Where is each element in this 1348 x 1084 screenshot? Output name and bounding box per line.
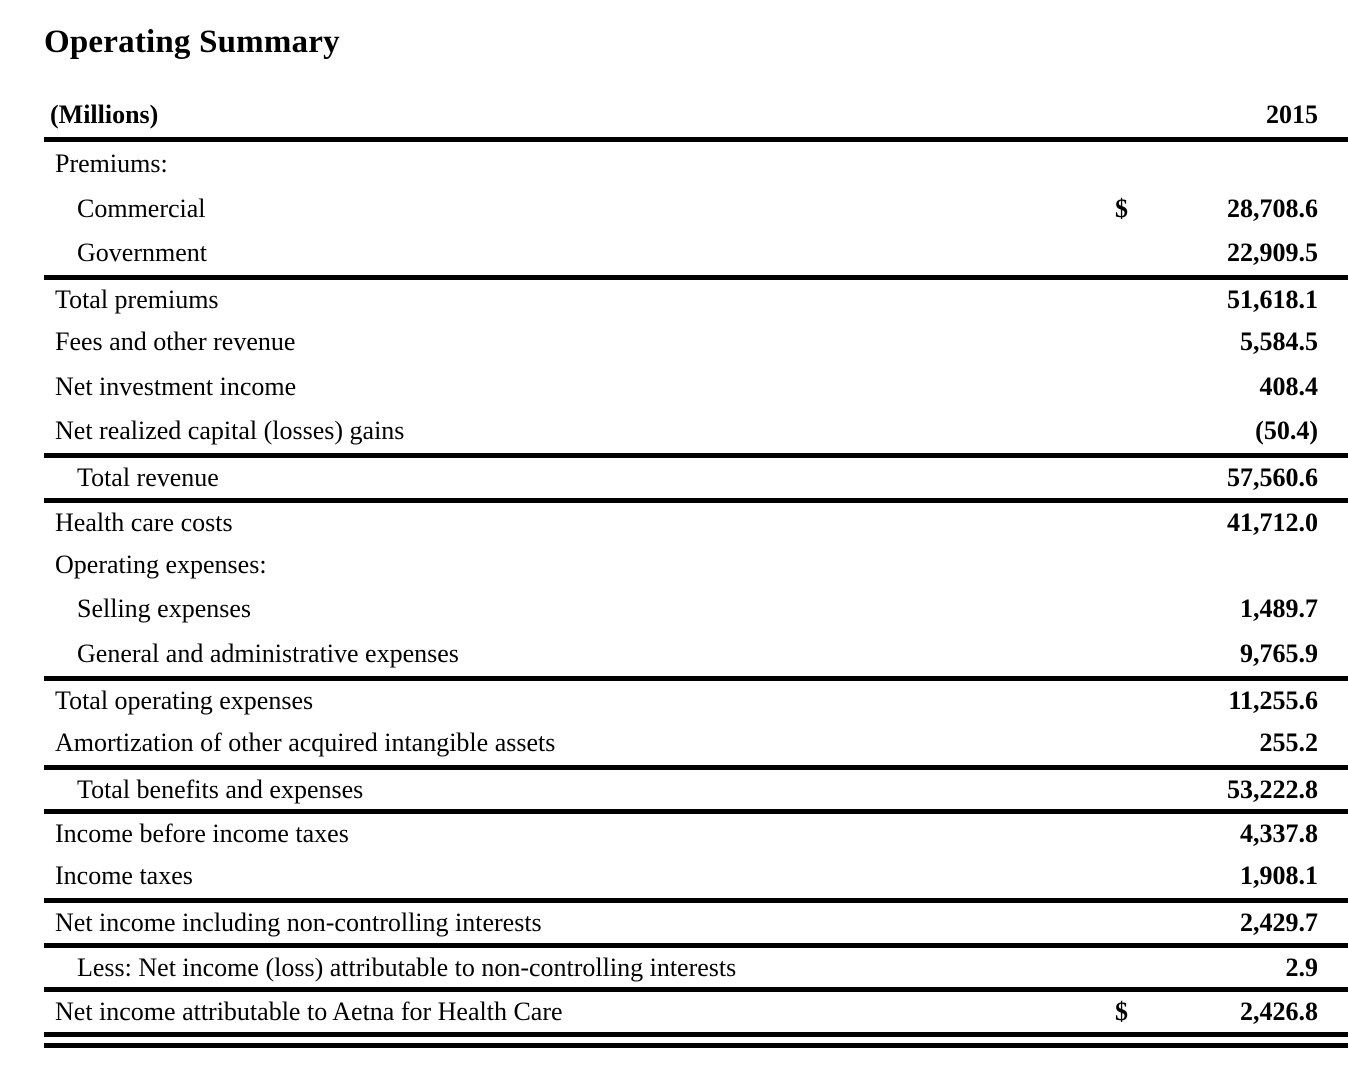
year-column-header: 2015	[1266, 99, 1318, 129]
table-row	[44, 542, 1348, 587]
row-value: 1,908.1	[1240, 861, 1318, 891]
table-row	[44, 765, 1348, 810]
row-label: Net realized capital (losses) gains	[55, 416, 405, 446]
row-label: Total operating expenses	[55, 685, 314, 715]
row-value: 5,584.5	[1240, 327, 1318, 357]
row-label: Operating expenses:	[55, 549, 267, 579]
row-value: 22,909.5	[1227, 238, 1318, 268]
row-value: 255.2	[1259, 727, 1318, 757]
row-label: General and administrative expenses	[77, 638, 459, 668]
row-value: 2,426.8	[1240, 997, 1318, 1027]
row-value: 4,337.8	[1240, 819, 1318, 849]
row-label: Health care costs	[55, 507, 233, 537]
row-value: 51,618.1	[1227, 285, 1318, 315]
dollar-sign: $	[1115, 193, 1128, 223]
row-value: 2,429.7	[1240, 908, 1318, 938]
row-label: Fees and other revenue	[55, 327, 296, 357]
table-row	[44, 142, 1348, 187]
row-label: Net income attributable to Aetna for Health Care	[55, 997, 563, 1027]
row-label: Net income including non-controlling interests	[55, 908, 542, 938]
row-value: 41,712.0	[1227, 507, 1318, 537]
table-row	[44, 587, 1348, 632]
table-row	[44, 231, 1348, 276]
table-row	[44, 943, 1348, 988]
row-label: Net investment income	[55, 371, 297, 401]
row-value: 9,765.9	[1240, 638, 1318, 668]
table-row	[44, 409, 1348, 454]
row-value: 2.9	[1285, 952, 1318, 982]
row-value: 408.4	[1259, 371, 1318, 401]
table-bottom-double-rule	[44, 1032, 1348, 1048]
unit-label: (Millions)	[50, 99, 159, 129]
row-label: Total premiums	[55, 285, 219, 315]
row-label: Total revenue	[77, 463, 219, 493]
table-row	[44, 987, 1348, 1032]
table-row	[44, 498, 1348, 543]
table-row	[44, 275, 1348, 320]
row-label: Amortization of other acquired intangible assets	[55, 727, 556, 757]
table-row	[44, 631, 1348, 676]
table-row	[44, 898, 1348, 943]
row-value: 11,255.6	[1228, 685, 1318, 715]
row-value: (50.4)	[1255, 416, 1318, 446]
table-row	[44, 854, 1348, 899]
table-row	[44, 809, 1348, 854]
row-label: Income taxes	[55, 861, 193, 891]
table-row	[44, 676, 1348, 721]
dollar-sign: $	[1115, 997, 1128, 1027]
table-header-row	[44, 93, 1348, 142]
row-label: Selling expenses	[77, 594, 252, 624]
row-label: Income before income taxes	[55, 819, 349, 849]
row-label: Government	[77, 238, 207, 268]
table-row	[44, 364, 1348, 409]
row-value: 28,708.6	[1227, 193, 1318, 223]
table-row	[44, 186, 1348, 231]
row-value: 57,560.6	[1227, 463, 1318, 493]
row-value: 1,489.7	[1240, 594, 1318, 624]
operating-summary-table	[44, 93, 1348, 1032]
table-row	[44, 720, 1348, 765]
table-row	[44, 453, 1348, 498]
table-row	[44, 320, 1348, 365]
page-title: Operating Summary	[44, 24, 340, 60]
row-label: Commercial	[77, 193, 206, 223]
row-value: 53,222.8	[1227, 774, 1318, 804]
row-label: Less: Net income (loss) attributable to non-controlling interests	[77, 952, 737, 982]
row-label: Premiums:	[55, 149, 168, 179]
row-label: Total benefits and expenses	[77, 774, 364, 804]
